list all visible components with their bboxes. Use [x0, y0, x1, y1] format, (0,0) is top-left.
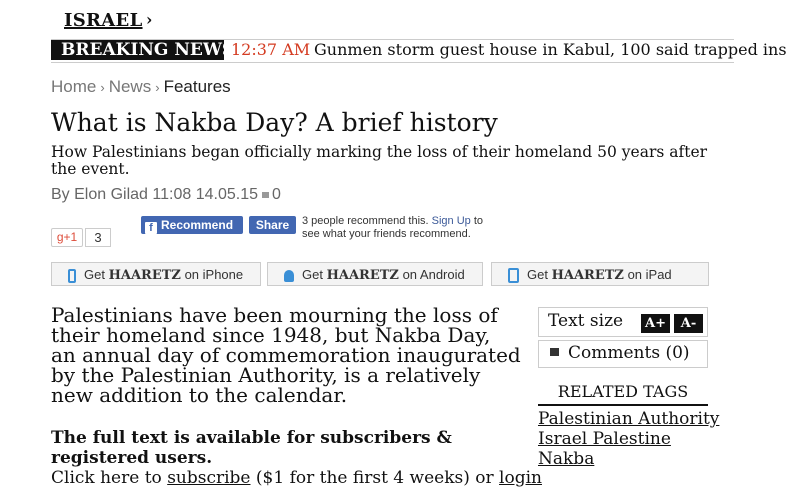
facebook-hint-text: to see what your friends recommend.	[302, 215, 484, 240]
tag-link[interactable]: Palestinian Authority	[538, 409, 720, 429]
paywall-title: The full text is available for subscribers & registered users.	[51, 428, 452, 468]
google-plus-count: 3	[85, 228, 111, 247]
subscribe-link[interactable]: subscribe	[167, 468, 251, 488]
byline-time: 11:08	[152, 186, 192, 203]
app-get-label: Get	[302, 267, 323, 282]
app-brand-label: HAARETZ	[326, 268, 399, 283]
related-tags-title: RELATED TAGS	[538, 382, 708, 406]
facebook-count-text: 3 people recommend this.	[302, 215, 429, 227]
paywall-click-here: Click here to	[51, 468, 162, 488]
app-platform-label: on Android	[402, 267, 465, 282]
get-haaretz-android-button[interactable]	[267, 262, 483, 286]
tag-link[interactable]: Nakba	[538, 449, 595, 469]
byline-author: By Elon Gilad	[51, 186, 148, 203]
android-icon	[284, 270, 294, 282]
byline-comment-count[interactable]: 0	[271, 186, 281, 203]
breadcrumb-separator: ›	[100, 80, 105, 95]
app-brand-label: HAARETZ	[551, 268, 624, 283]
paywall-cta	[51, 468, 542, 488]
breadcrumb	[51, 77, 231, 97]
comments-label[interactable]: Comments (0)	[568, 343, 690, 363]
breaking-news-headline[interactable]: Gunmen storm guest house in Kabul, 100 said trapped ins	[314, 40, 787, 59]
section-title[interactable]: ISRAEL	[64, 10, 143, 31]
breaking-news-label: BREAKING NEWS	[51, 40, 224, 60]
facebook-recommend-text	[302, 215, 492, 241]
text-size-decrease-button[interactable]: A-	[674, 314, 703, 333]
app-get-label: Get	[84, 267, 105, 282]
breadcrumb-separator: ›	[155, 80, 160, 95]
app-platform-label: on iPad	[627, 267, 672, 282]
article-title: What is Nakba Day? A brief history	[51, 108, 498, 137]
article-subtitle: How Palestinians began officially marking the loss of their homeland 50 years after the event.	[51, 143, 708, 178]
breaking-news-time: 12:37 AM	[231, 40, 311, 59]
paywall-price: ($1 for the first 4 weeks) or	[255, 468, 494, 488]
app-get-label: Get	[527, 267, 548, 282]
facebook-recommend-label: Recommend	[161, 218, 234, 232]
article-body: Palestinians have been mourning the loss of their homeland since 1948, but Nakba Day, an annual day of commemoration inaugurated by the Palestinian Authority, is a relatively new addition to the calendar.	[51, 303, 521, 407]
get-haaretz-ipad-button[interactable]	[491, 262, 709, 286]
tag-link[interactable]: Israel Palestine	[538, 429, 671, 449]
ipad-icon	[508, 268, 519, 283]
app-platform-label: on iPhone	[184, 267, 244, 282]
comment-bubble-icon	[550, 348, 559, 356]
text-size-increase-button[interactable]: A+	[641, 314, 670, 333]
login-link[interactable]: login	[499, 468, 542, 488]
byline-date: 14.05.15	[195, 186, 258, 203]
facebook-share-button[interactable]: Share	[249, 216, 296, 234]
google-plus-button[interactable]: g+1	[51, 228, 83, 247]
get-haaretz-iphone-button[interactable]	[51, 262, 261, 286]
facebook-signup-link[interactable]: Sign Up	[431, 215, 471, 227]
breadcrumb-news[interactable]: News	[108, 77, 152, 96]
comment-icon	[262, 192, 269, 198]
breadcrumb-features[interactable]: Features	[163, 77, 231, 96]
app-brand-label: HAARETZ	[108, 268, 181, 283]
facebook-recommend-button[interactable]	[141, 216, 243, 234]
facebook-icon: f	[145, 222, 157, 234]
byline	[51, 186, 281, 204]
chevron-right-icon: ›	[146, 10, 153, 29]
iphone-icon	[68, 269, 76, 283]
text-size-label: Text size	[548, 311, 624, 331]
breadcrumb-home[interactable]: Home	[51, 77, 97, 96]
